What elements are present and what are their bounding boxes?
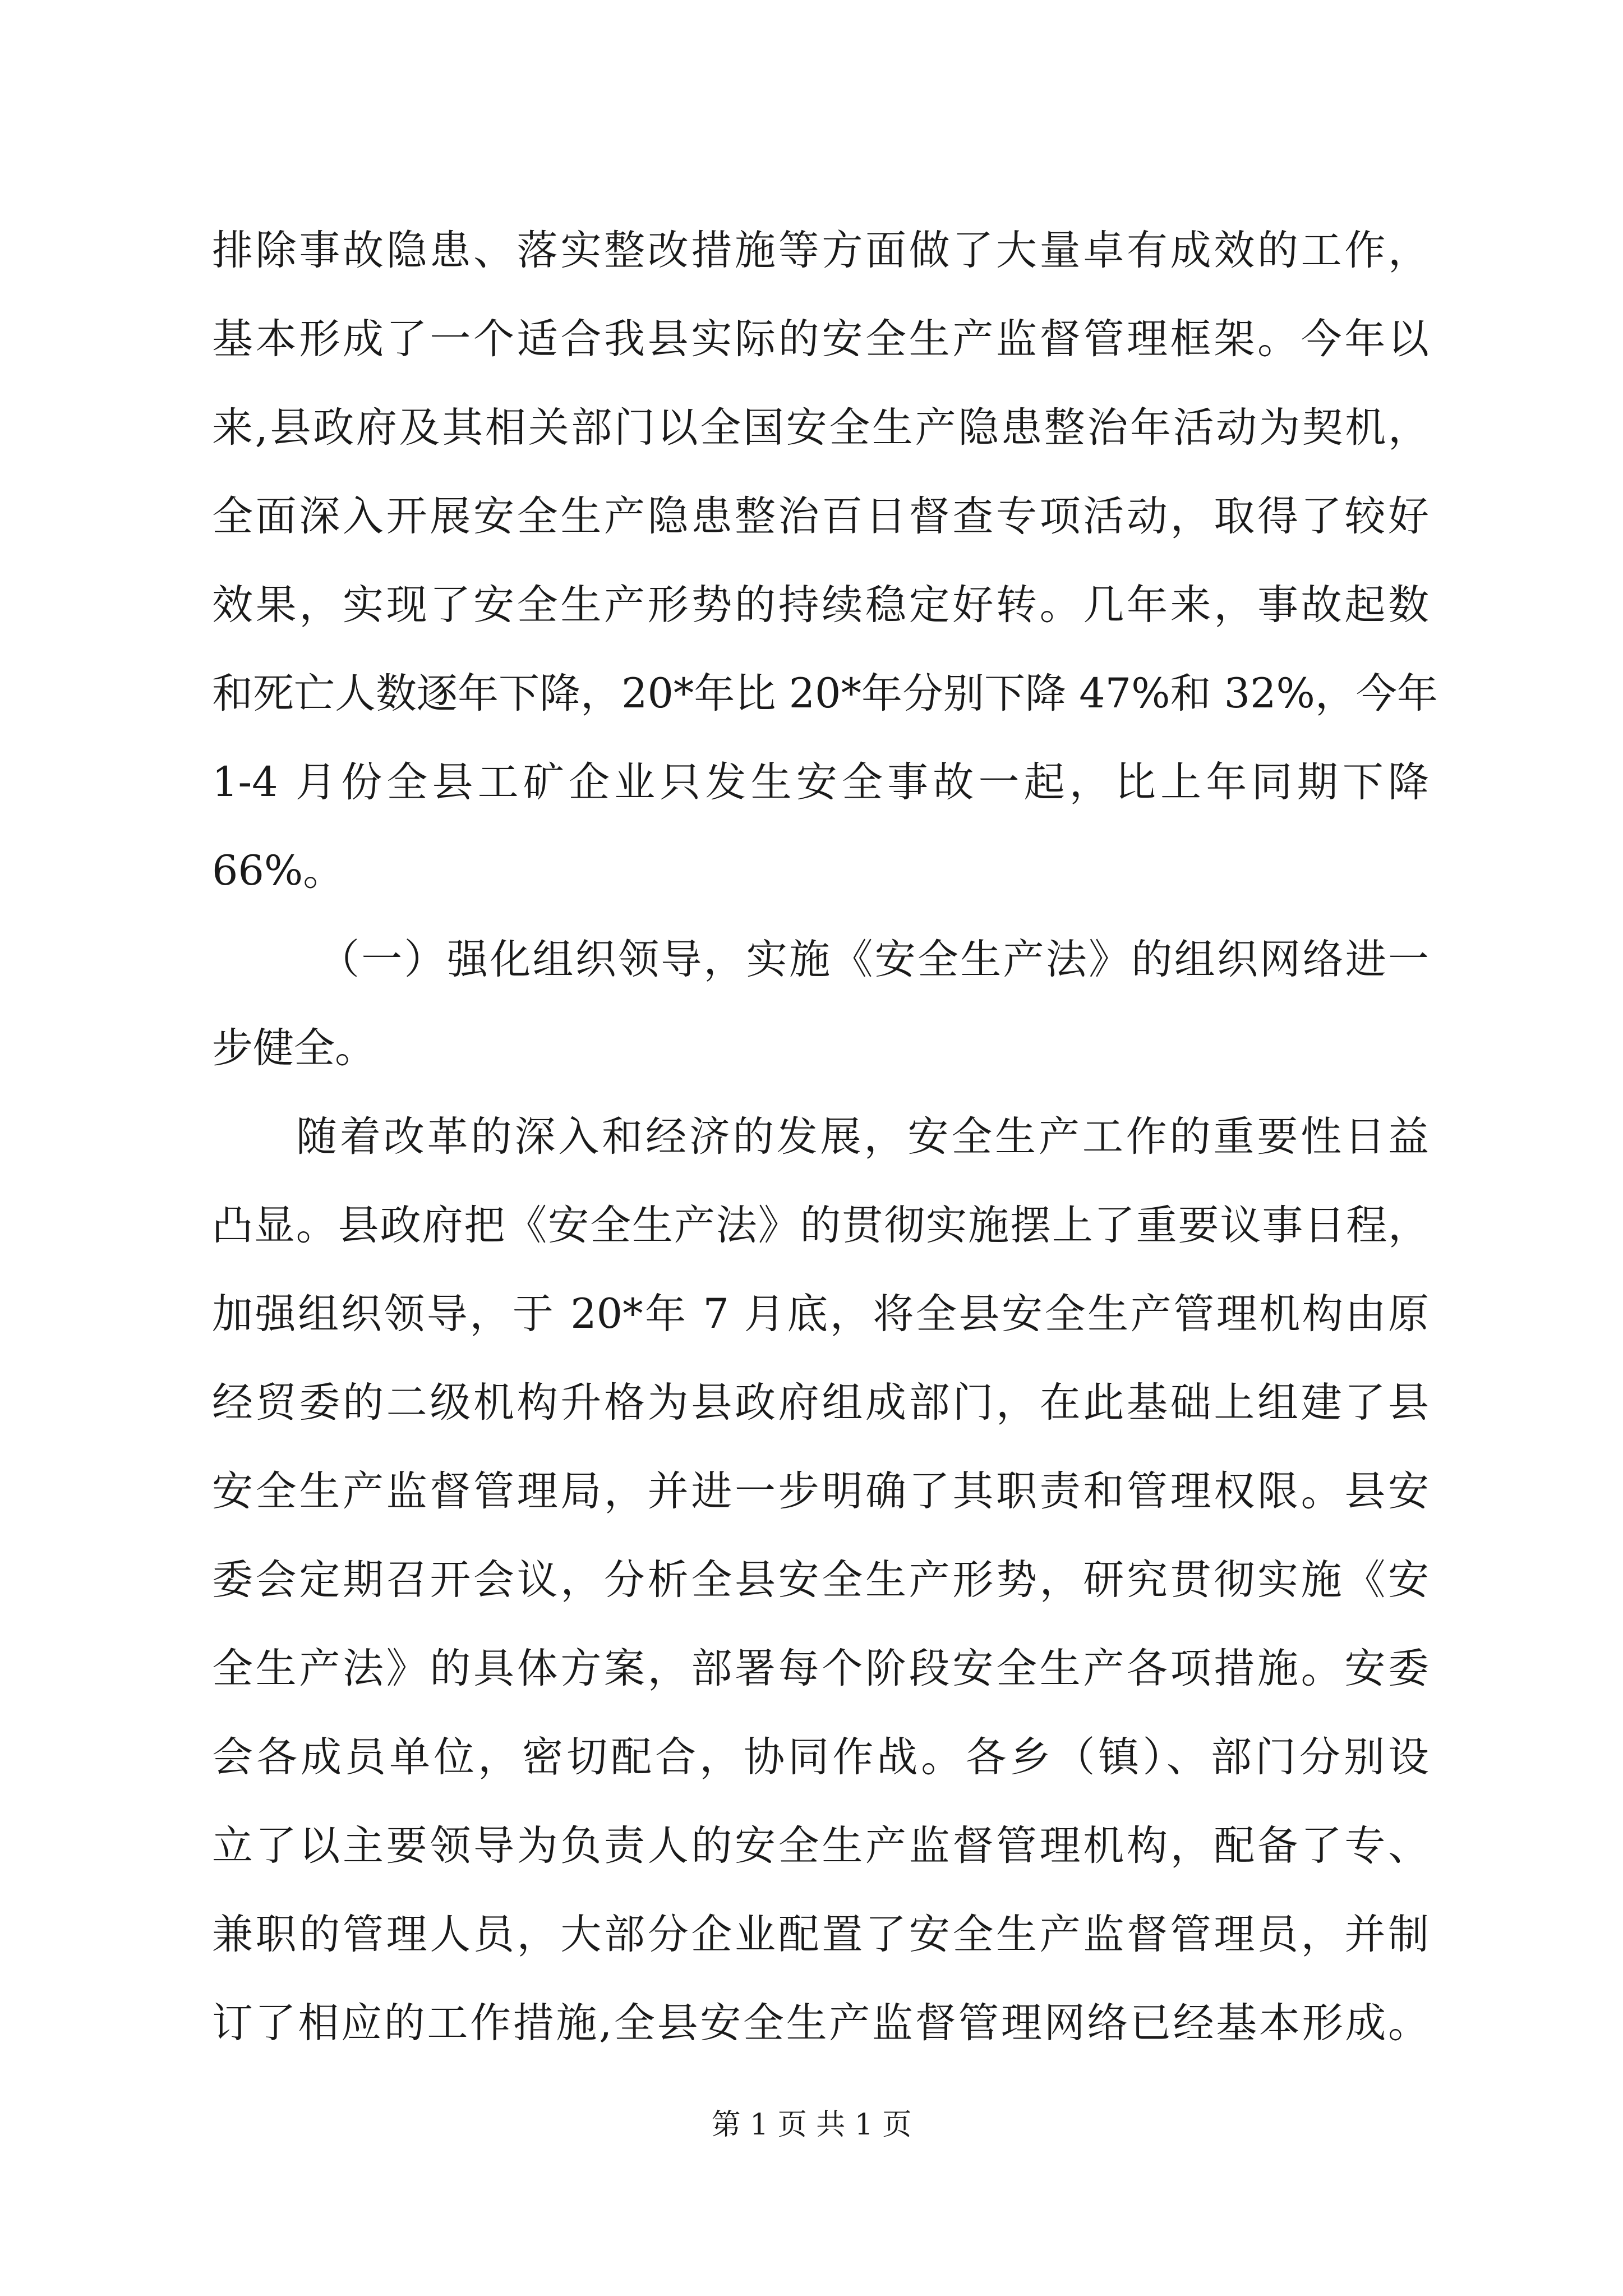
section-heading-line: （一）强化组织领导，实施《安全生产法》的组织网络进一 [319,936,1429,983]
text-line: 安全生产监督管理局，并进一步明确了其职责和管理权限。县安 [212,1467,1429,1515]
document-body [212,206,1438,2068]
text-line: 1-4 月份全县工矿企业只发生安全事故一起，比上年同期下降 [212,758,1429,806]
text-line: 随着改革的深入和经济的发展，安全生产工作的重要性日益 [296,1113,1429,1161]
text-line: 订了相应的工作措施,全县安全生产监督管理网络已经基本形成。 [212,1999,1429,2047]
text-line: 来,县政府及其相关部门以全国安全生产隐患整治年活动为契机， [212,404,1429,452]
text-line: 委会定期召开会议，分析全县安全生产形势，研究贯彻实施《安 [212,1556,1429,1604]
page-number-footer: 第 1 页 共 1 页 [711,2108,912,2142]
text-line: 效果，实现了安全生产形势的持续稳定好转。几年来，事故起数 [212,581,1429,629]
text-line: 全生产法》的具体方案，部署每个阶段安全生产各项措施。安委 [212,1645,1429,1692]
text-line: 兼职的管理人员，大部分企业配置了安全生产监督管理员，并制 [212,1911,1429,1958]
text-line: 全面深入开展安全生产隐患整治百日督查专项活动，取得了较好 [212,493,1429,540]
text-line: 66%。 [212,847,344,895]
text-line: 立了以主要领导为负责人的安全生产监督管理机构，配备了专、 [212,1822,1429,1870]
text-line: 凸显。县政府把《安全生产法》的贯彻实施摆上了重要议事日程， [212,1202,1429,1249]
text-line: 排除事故隐患、落实整改措施等方面做了大量卓有成效的工作， [212,227,1429,274]
text-line: 和死亡人数逐年下降，20*年比 20*年分别下降 47%和 32%，今年 [212,670,1438,717]
text-line: 经贸委的二级机构升格为县政府组成部门，在此基础上组建了县 [212,1379,1429,1427]
section-heading-line: 步健全。 [212,1024,376,1072]
text-line: 基本形成了一个适合我县实际的安全生产监督管理框架。今年以 [212,315,1429,363]
text-line: 会各成员单位，密切配合，协同作战。各乡（镇）、部门分别设 [212,1733,1429,1781]
text-line: 加强组织领导，于 20*年 7 月底，将全县安全生产管理机构由原 [212,1290,1429,1338]
